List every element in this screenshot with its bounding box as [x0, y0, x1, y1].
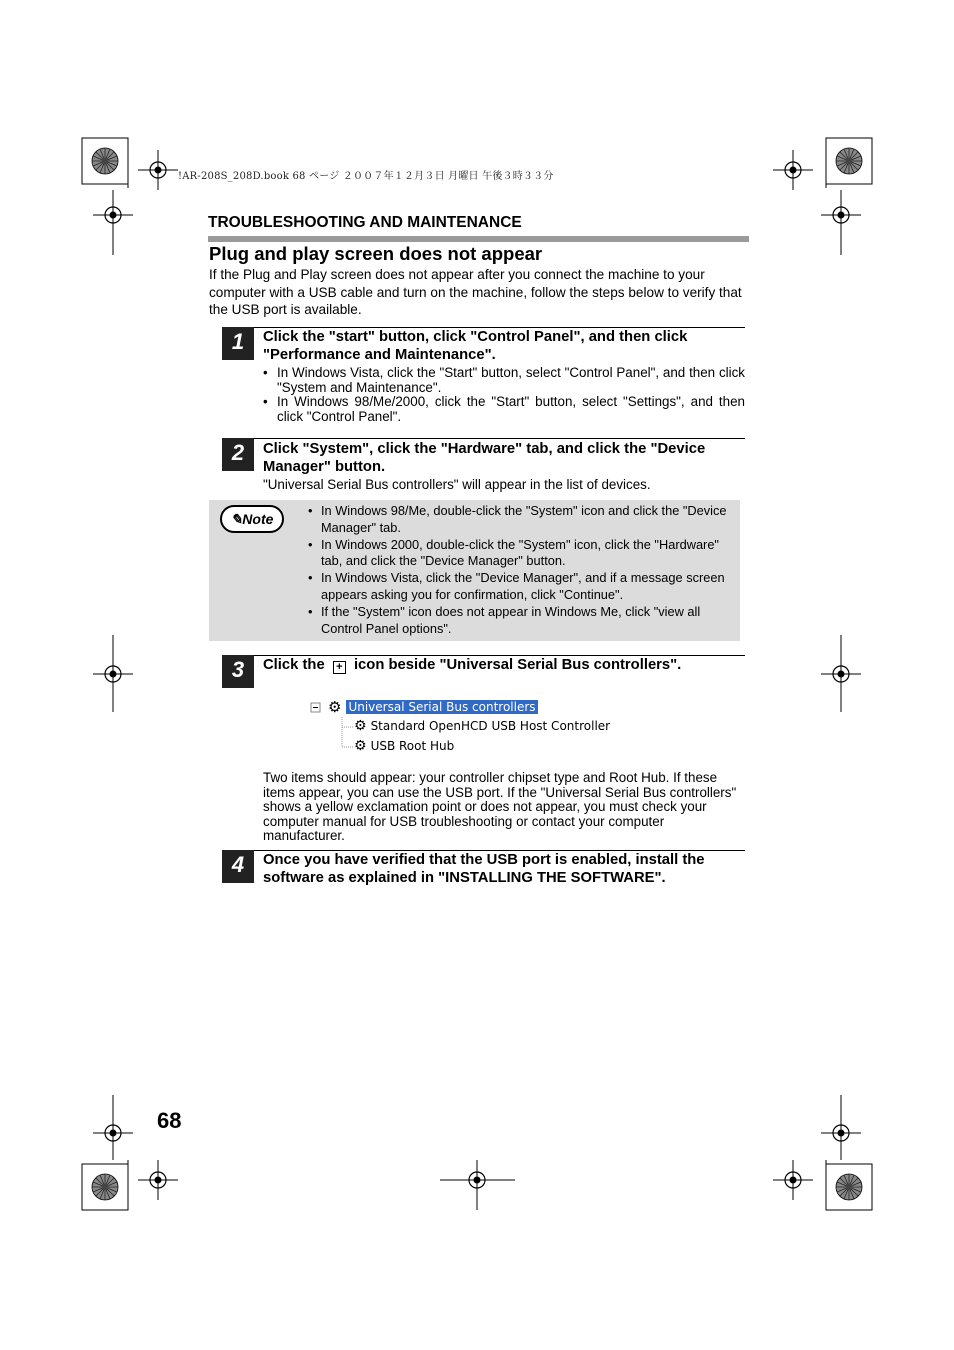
page-title: Plug and play screen does not appear	[209, 243, 543, 264]
step-3-title	[263, 656, 745, 674]
intro-paragraph: If the Plug and Play screen does not appear after you connect the machine to your computer with a USB cable and turn on the machine, follow the steps below to verify that the USB port is available.	[209, 267, 742, 317]
tree-label-host-controller: Standard OpenHCD USB Host Controller	[370, 719, 611, 733]
pencil-icon: ✎	[230, 511, 243, 527]
tree-label-usb-controllers: Universal Serial Bus controllers	[348, 700, 536, 714]
after-tree-paragraph: Two items should appear: your controller chipset type and Root Hub. If these items appear, you can use the USB port. If the "Universal Serial Bus controllers" shows a yellow exclamation point or does not appear, you must check your computer manual for USB troubleshooting or contact your computer manufacturer.	[263, 770, 737, 843]
printer-slug: !AR-208S_208D.book 68 ページ ２００７年１２月３日 月曜日 午後３時３３分	[178, 171, 554, 182]
step-3-badge: 3	[222, 655, 254, 688]
step-1-badge: 1	[222, 327, 254, 360]
tree-item-root-hub[interactable]	[354, 738, 454, 754]
step-1-bullet: • In Windows 98/Me/2000, click the "Start" button, select "Settings", and then click "Control Panel".	[263, 395, 745, 424]
usb-icon: ⚙	[354, 718, 367, 734]
step-1-bullets	[263, 366, 745, 424]
tree-label-root-hub: USB Root Hub	[370, 739, 455, 753]
note-label: Note	[242, 511, 274, 527]
note-list	[308, 503, 733, 637]
step-2-rule	[254, 438, 745, 439]
step-3-title-before: Click the	[263, 657, 325, 673]
note-item: • If the "System" icon does not appear in Windows Me, click "view all Control Panel options".	[308, 604, 733, 638]
step-1-bullet: • In Windows Vista, click the "Start" button, select "Control Panel", and then click "System and Maintenance".	[263, 366, 745, 395]
note-item: • In Windows 98/Me, double-click the "System" icon and click the "Device Manager" tab.	[308, 503, 733, 537]
expand-plus-icon: +	[333, 661, 346, 674]
section-header: TROUBLESHOOTING AND MAINTENANCE	[208, 214, 522, 231]
usb-icon: ⚙	[354, 738, 367, 754]
step-2-title: Click "System", click the "Hardware" tab, and click the "Device Manager" button.	[263, 441, 706, 475]
usb-icon: ⚙	[328, 698, 342, 716]
page-number: 68	[157, 1108, 182, 1133]
tree-item-usb-controllers[interactable]	[328, 698, 538, 716]
step-1-title: Click the "start" button, click "Control Panel", and then click "Performance and Maintenance".	[263, 329, 688, 363]
note-item: • In Windows Vista, click the "Device Manager", and if a message screen appears asking you for confirmation, click "Continue".	[308, 570, 733, 604]
note-badge	[220, 505, 284, 533]
device-tree	[308, 697, 618, 759]
step-3-title-after: icon beside "Universal Serial Bus controllers".	[353, 657, 682, 673]
step-2-badge: 2	[222, 438, 254, 471]
header-rule	[208, 236, 749, 242]
step-4-badge: 4	[222, 850, 254, 883]
note-item: • In Windows 2000, double-click the "System" icon, click the "Hardware" tab, and click the "Device Manager" button.	[308, 537, 733, 571]
step-2-text: "Universal Serial Bus controllers" will appear in the list of devices.	[263, 477, 651, 492]
tree-item-host-controller[interactable]	[354, 718, 610, 734]
step-4-title: Once you have verified that the USB port is enabled, install the software as explained in "INSTALLING THE SOFTWARE".	[263, 852, 705, 886]
